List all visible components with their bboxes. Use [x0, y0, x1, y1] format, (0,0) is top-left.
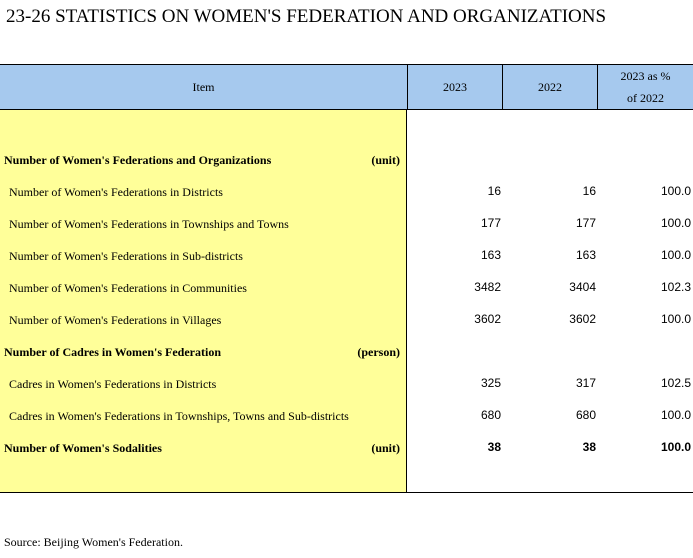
value-percent: 100.0 [660, 408, 691, 422]
value-2022: 3404 [569, 280, 596, 294]
header-item: Item [192, 80, 215, 94]
value-2022: 317 [575, 376, 596, 390]
value-2022: 177 [575, 216, 596, 230]
header-2023: 2023 [443, 80, 467, 94]
value-2022: 3602 [569, 312, 596, 326]
row-label: Number of Women's Federations in Townships and Towns [9, 217, 289, 231]
row-label: Cadres in Women's Federations in Townships, Towns and Sub-districts [9, 409, 349, 423]
row-label: Number of Women's Federations in Districts [9, 185, 223, 199]
value-2023: 163 [480, 248, 501, 262]
value-2023: 177 [480, 216, 501, 230]
row-label: Number of Cadres in Women's Federation [4, 345, 222, 359]
row-label: Cadres in Women's Federations in Districts [9, 377, 217, 391]
table-header [0, 65, 693, 110]
value-2023: 3482 [474, 280, 501, 294]
value-2023: 680 [480, 408, 501, 422]
value-2023: 16 [487, 184, 501, 198]
table-row [0, 183, 693, 203]
row-unit: (person) [357, 345, 400, 359]
table-row [0, 343, 693, 363]
value-percent: 100.0 [660, 184, 691, 198]
row-label: Number of Women's Federations in Communities [9, 281, 247, 295]
table-row [0, 151, 693, 171]
row-label: Number of Women's Federations in Villages [9, 313, 222, 327]
row-label: Number of Women's Sodalities [4, 441, 162, 455]
header-percent-line1: 2023 as % [620, 69, 671, 83]
row-label: Number of Women's Federations in Sub-districts [9, 249, 243, 263]
value-percent: 100.0 [660, 440, 691, 454]
value-percent: 100.0 [660, 312, 691, 326]
row-label: Number of Women's Federations and Organizations [4, 153, 272, 167]
table-row [0, 439, 693, 459]
row-unit: (unit) [371, 441, 400, 455]
value-2022: 16 [582, 184, 596, 198]
value-2023: 325 [480, 376, 501, 390]
value-2022: 38 [582, 440, 596, 454]
header-percent-line2: of 2022 [627, 91, 664, 105]
table-row [0, 407, 693, 427]
value-2022: 680 [575, 408, 596, 422]
page-title: 23-26 STATISTICS ON WOMEN'S FEDERATION AND ORGANIZATIONS [6, 6, 607, 27]
value-percent: 100.0 [660, 248, 691, 262]
row-unit: (unit) [371, 153, 400, 167]
value-percent: 102.5 [660, 376, 691, 390]
statistics-table [0, 64, 693, 493]
value-percent: 102.3 [660, 280, 691, 294]
source-note: Source: Beijing Women's Federation. [4, 535, 183, 549]
value-2023: 3602 [474, 312, 501, 326]
header-2022: 2022 [538, 80, 562, 94]
value-percent: 100.0 [660, 216, 691, 230]
table-row [0, 215, 693, 235]
table-row [0, 279, 693, 299]
header-percent [598, 65, 693, 109]
value-2022: 163 [575, 248, 596, 262]
table-row [0, 247, 693, 267]
value-2023: 38 [487, 440, 501, 454]
table-row [0, 311, 693, 331]
table-row [0, 375, 693, 395]
